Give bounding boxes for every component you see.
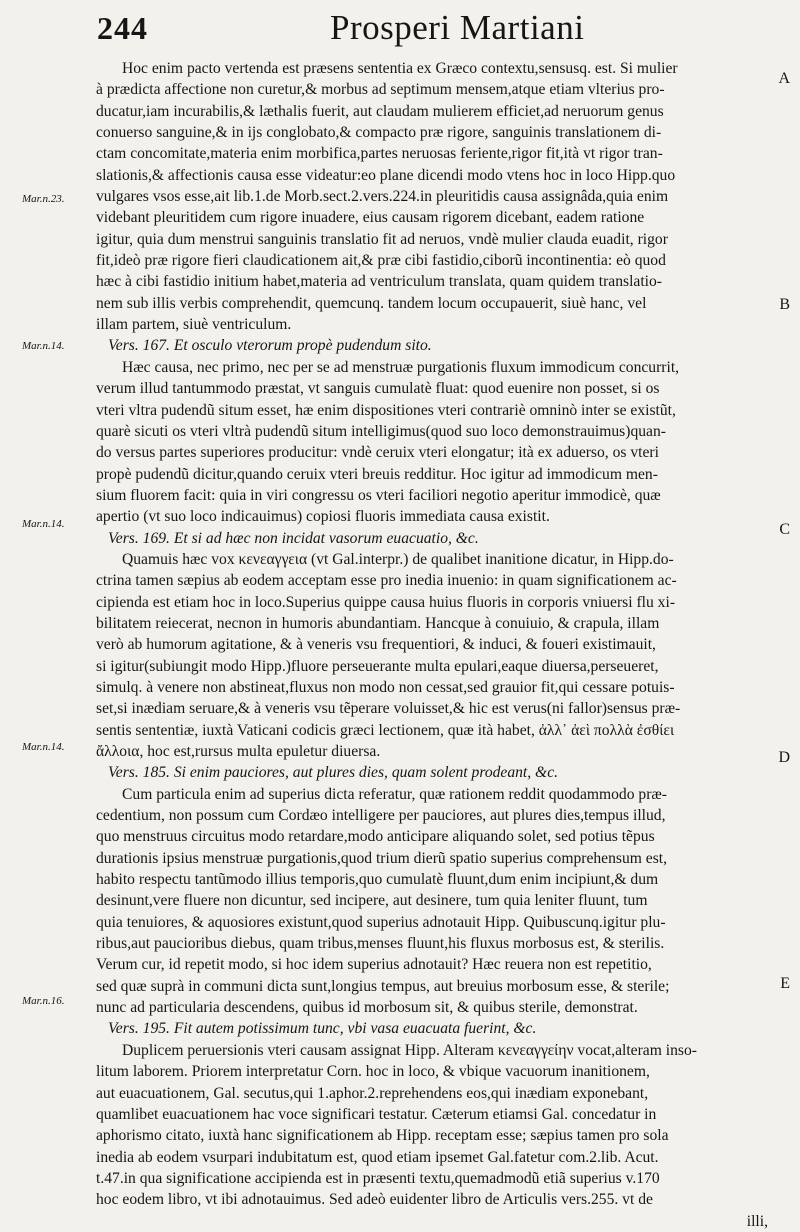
text-line: nunc ad particularia descendens, quibus id morbosum sit, & quibus sterile, demonstrat. — [96, 999, 638, 1017]
margin-letter: B — [779, 296, 790, 313]
text-line: quarè sicuti os vteri vltrà pudendũ situm intelligimus(quod suo loco demonstrauimus)quan- — [96, 422, 666, 440]
text-line: do versus partes superiores producitur: vndè ceruix vteri elongatur; ità ex aduerso, os vteri — [96, 444, 659, 462]
text-line: Hæc causa, nec primo, nec per se ad menstruæ purgationis fluxum immodicum concurrit, — [122, 358, 680, 376]
text-line: ctam concomitate,materia enim morbifica,partes neruosas feriente,rigor fit,ità vt rigor tran- — [96, 145, 663, 163]
running-title: Prosperi Martiani — [330, 8, 585, 47]
text-line: propè pudendũ dicitur,quando ceruix vteri breuis redditur. Hoc igitur ad immodicum men- — [96, 465, 658, 483]
text-line: cipienda est etiam hoc in loco.Superius quippe causa huius fluoris in corporis vniuersi flu xi- — [96, 593, 676, 611]
text-line: apertio (vt suo loco indicauimus) copiosi fluoris immediata causa existit. — [96, 508, 550, 526]
text-line: igitur, quia dum menstrui sanguinis translatio fit ad neruos, vndè mulier clauda euadit, rigor — [96, 230, 668, 248]
text-line: quia tenuiores, & aquosiores existunt,quod superius adnotauit Hipp. Quibuscunq.igitur plu- — [96, 913, 666, 931]
text-line: habito respectu tantũmodo illius temporis,quo cumulatè fluunt,dum enim incipiunt,& dum — [96, 871, 659, 889]
text-line: Hoc enim pacto vertenda est præsens sententia ex Græco contextu,sensusq. est. Si mulier — [122, 60, 678, 77]
page-header — [0, 8, 800, 54]
text-line: t.47.in qua significatione accipienda est in præsenti textu,quemadmodũ etiã superius v.170 — [96, 1169, 660, 1187]
text-line: Verum cur, id repetit modo, si hoc idem superius adnotauit? Hæc reuera non est repetitio, — [96, 956, 652, 974]
margin-note: Mar.n.14. — [22, 741, 65, 753]
text-line: verò ab humorum agitatione, & à veneris vsu frequentiori, & induci, & foueri existimauit, — [96, 636, 656, 654]
margin-letter: A — [778, 70, 790, 87]
text-line: hoc eodem libro, vt ibi adnotauimus. Sed adeò euidenter libro de Articulis vers.255. vt de — [96, 1191, 653, 1209]
text-line: illam partem, siuè ventriculum. — [96, 316, 292, 334]
text-line: videbant pleuritidem cum rigore inuadere, eius causam rigorem dicebant, eadem ratione — [96, 209, 645, 227]
verse-heading: Vers. 185. Si enim pauciores, aut plures dies, quam solent prodeant, &c. — [108, 764, 559, 782]
text-line: illi, — [746, 1212, 768, 1230]
text-line: fit,ideò præ rigore fieri claudicationem ait,& præ cibi fastidio,ciborũ incontinentia: eò quod — [96, 252, 666, 270]
text-line: Cum particula enim ad superius dicta referatur, quæ rationem reddit quodammodo præ- — [122, 785, 668, 803]
text-line: sentis sententiæ, iuxtà Vaticani codicis græci lectionem, quæ ità habet, ἀλλ᾽ ἀεὶ πολλὰ ἐσθίει — [96, 721, 675, 739]
verse-heading: Vers. 169. Et si ad hæc non incidat vasorum euacuatio, &c. — [108, 529, 479, 547]
text-line: cedentium, non possum cum Cordæo intelligere per pauciores, aut plures dies,tempus illud, — [96, 807, 666, 825]
margin-note: Mar.n.23. — [22, 193, 65, 205]
text-line: aphorismo citato, iuxtà hanc significationem ab Hipp. receptam esse; sæpius tamen pro sola — [96, 1127, 669, 1145]
margin-note: Mar.n.14. — [22, 340, 65, 352]
text-line: desinunt,vere fluere non dicuntur, sed incipere, aut desinere, tum quia leniter fluunt, tum — [96, 892, 648, 910]
text-line: aut euacuationem, Gal. secutus,qui 1.aphor.2.reprehendens eos,qui inædiam exponebant, — [96, 1084, 649, 1102]
text-line: si igitur(subiungit modo Hipp.)fluore perseuerante multa epulari,eaque diuersa,perseueret, — [96, 657, 659, 675]
text-line: vulgares vsos esse,ait lib.1.de Morb.sect.2.vers.224.in pleuritidis causa assignâda,quia enim — [96, 188, 669, 206]
text-line: verum illud tantummodo præstat, vt sanguis cumulatè fluat: quod euenire non posset, si os — [96, 380, 660, 398]
left-margin — [0, 0, 90, 1214]
text-line: slationis,& affectionis causa esse videatur:eo plane dicendi modo vtens hoc in loco Hipp.quo — [96, 166, 676, 184]
text-line: bilitatem reiecerat, necnon in humoris abundantiam. Hancque à conuiuio, & crapula, illam — [96, 614, 660, 632]
text-line: conuerso sanguine,& in ijs conglobato,& compacto præ rigore, sanguinis translationem di- — [96, 124, 662, 142]
text-line: set,si inædiam seruare,& à veneris vsu tẽperare voluisset,& hic est verus(ni fallor)sensus præ- — [96, 700, 681, 718]
margin-note: Mar.n.16. — [22, 995, 65, 1007]
page-number: 244 — [97, 10, 148, 46]
text-line: nem sub illis verbis comprehendit, quemcunq. tandem locum occupauerit, siuè hanc, vel — [96, 294, 647, 312]
text-body — [96, 58, 768, 1232]
margin-letter: C — [779, 521, 790, 538]
margin-note: Mar.n.14. — [22, 518, 65, 530]
text-line: sium fluorem facit: quia in viri congressu os vteri faciliori negotio aperitur immodicè, quæ — [96, 486, 661, 504]
text-line: ribus,aut paucioribus diebus, quam tribus,menses fluunt,his fluxus morbosus est, & sterilis. — [96, 935, 665, 953]
text-line: litum laborem. Priorem interpretatur Corn. hoc in loco, & vbique vacuorum inanitionem, — [96, 1063, 650, 1081]
text-line: durationis ipsius menstruæ purgationis,quod trium dierũ spatio superius comprehensum est, — [96, 849, 667, 867]
text-line: ducatur,iam incurabilis,& læthalis fuerit, aut claudam mulierem efficiet,ad neruorum genus — [96, 102, 664, 120]
verse-heading: Vers. 195. Fit autem potissimum tunc, vbi vasa euacuata fuerint, &c. — [108, 1020, 537, 1038]
text-line: à prædicta affectione non curetur,& morbus ad septimum mensem,atque etiam vlterius pro- — [96, 81, 665, 99]
text-line: Quamuis hæc vox κενεαγγεια (vt Gal.interpr.) de qualibet inanitione dicatur, in Hipp.do- — [122, 550, 674, 568]
text-line: ἄλλοια, hoc est,rursus multa epuletur diuersa. — [96, 743, 381, 760]
text-line: hæc à cibi fastidio initium habet,materia ad ventriculum translata, quam quidem translatio- — [96, 273, 662, 291]
text-line: inedia ab eodem vsurpari indubitatum est, quod etiam ipsemet Gal.fatetur com.2.lib. Acut. — [96, 1148, 659, 1166]
text-line: quamlibet euacuationem hac voce significari testatur. Cæterum etiamsi Gal. concedatur in — [96, 1105, 657, 1123]
text-line: ctrina tamen sæpius ab eodem acceptam esse pro inedia inuenio: in quam significationem ac- — [96, 572, 677, 590]
text-line: quo menstruus circuitus modo retardare,modo anticipare aliquando solet, sed potius tẽpus — [96, 828, 655, 846]
right-margin — [770, 0, 800, 1214]
verse-heading: Vers. 167. Et osculo vterorum propè pudendum sito. — [108, 337, 432, 355]
text-line: simulq. à venere non abstineat,fluxus non modo non cessat,sed grauior fit,qui cessare potuis- — [96, 678, 675, 696]
text-line: Duplicem peruersionis vteri causam assignat Hipp. Alteram κενεαγγείην vocat,alteram inso- — [122, 1041, 697, 1059]
margin-letter: D — [778, 749, 790, 766]
text-line: sed quæ suprà in communi dicta sunt,longius tempus, aut breuius morbosum esse, & sterile; — [96, 977, 670, 995]
margin-letter: E — [780, 975, 790, 992]
text-line: vteri vltra pudendũ situm esset, hæ enim dispositiones vteri contrariè omninò inter se existũt, — [96, 401, 676, 419]
